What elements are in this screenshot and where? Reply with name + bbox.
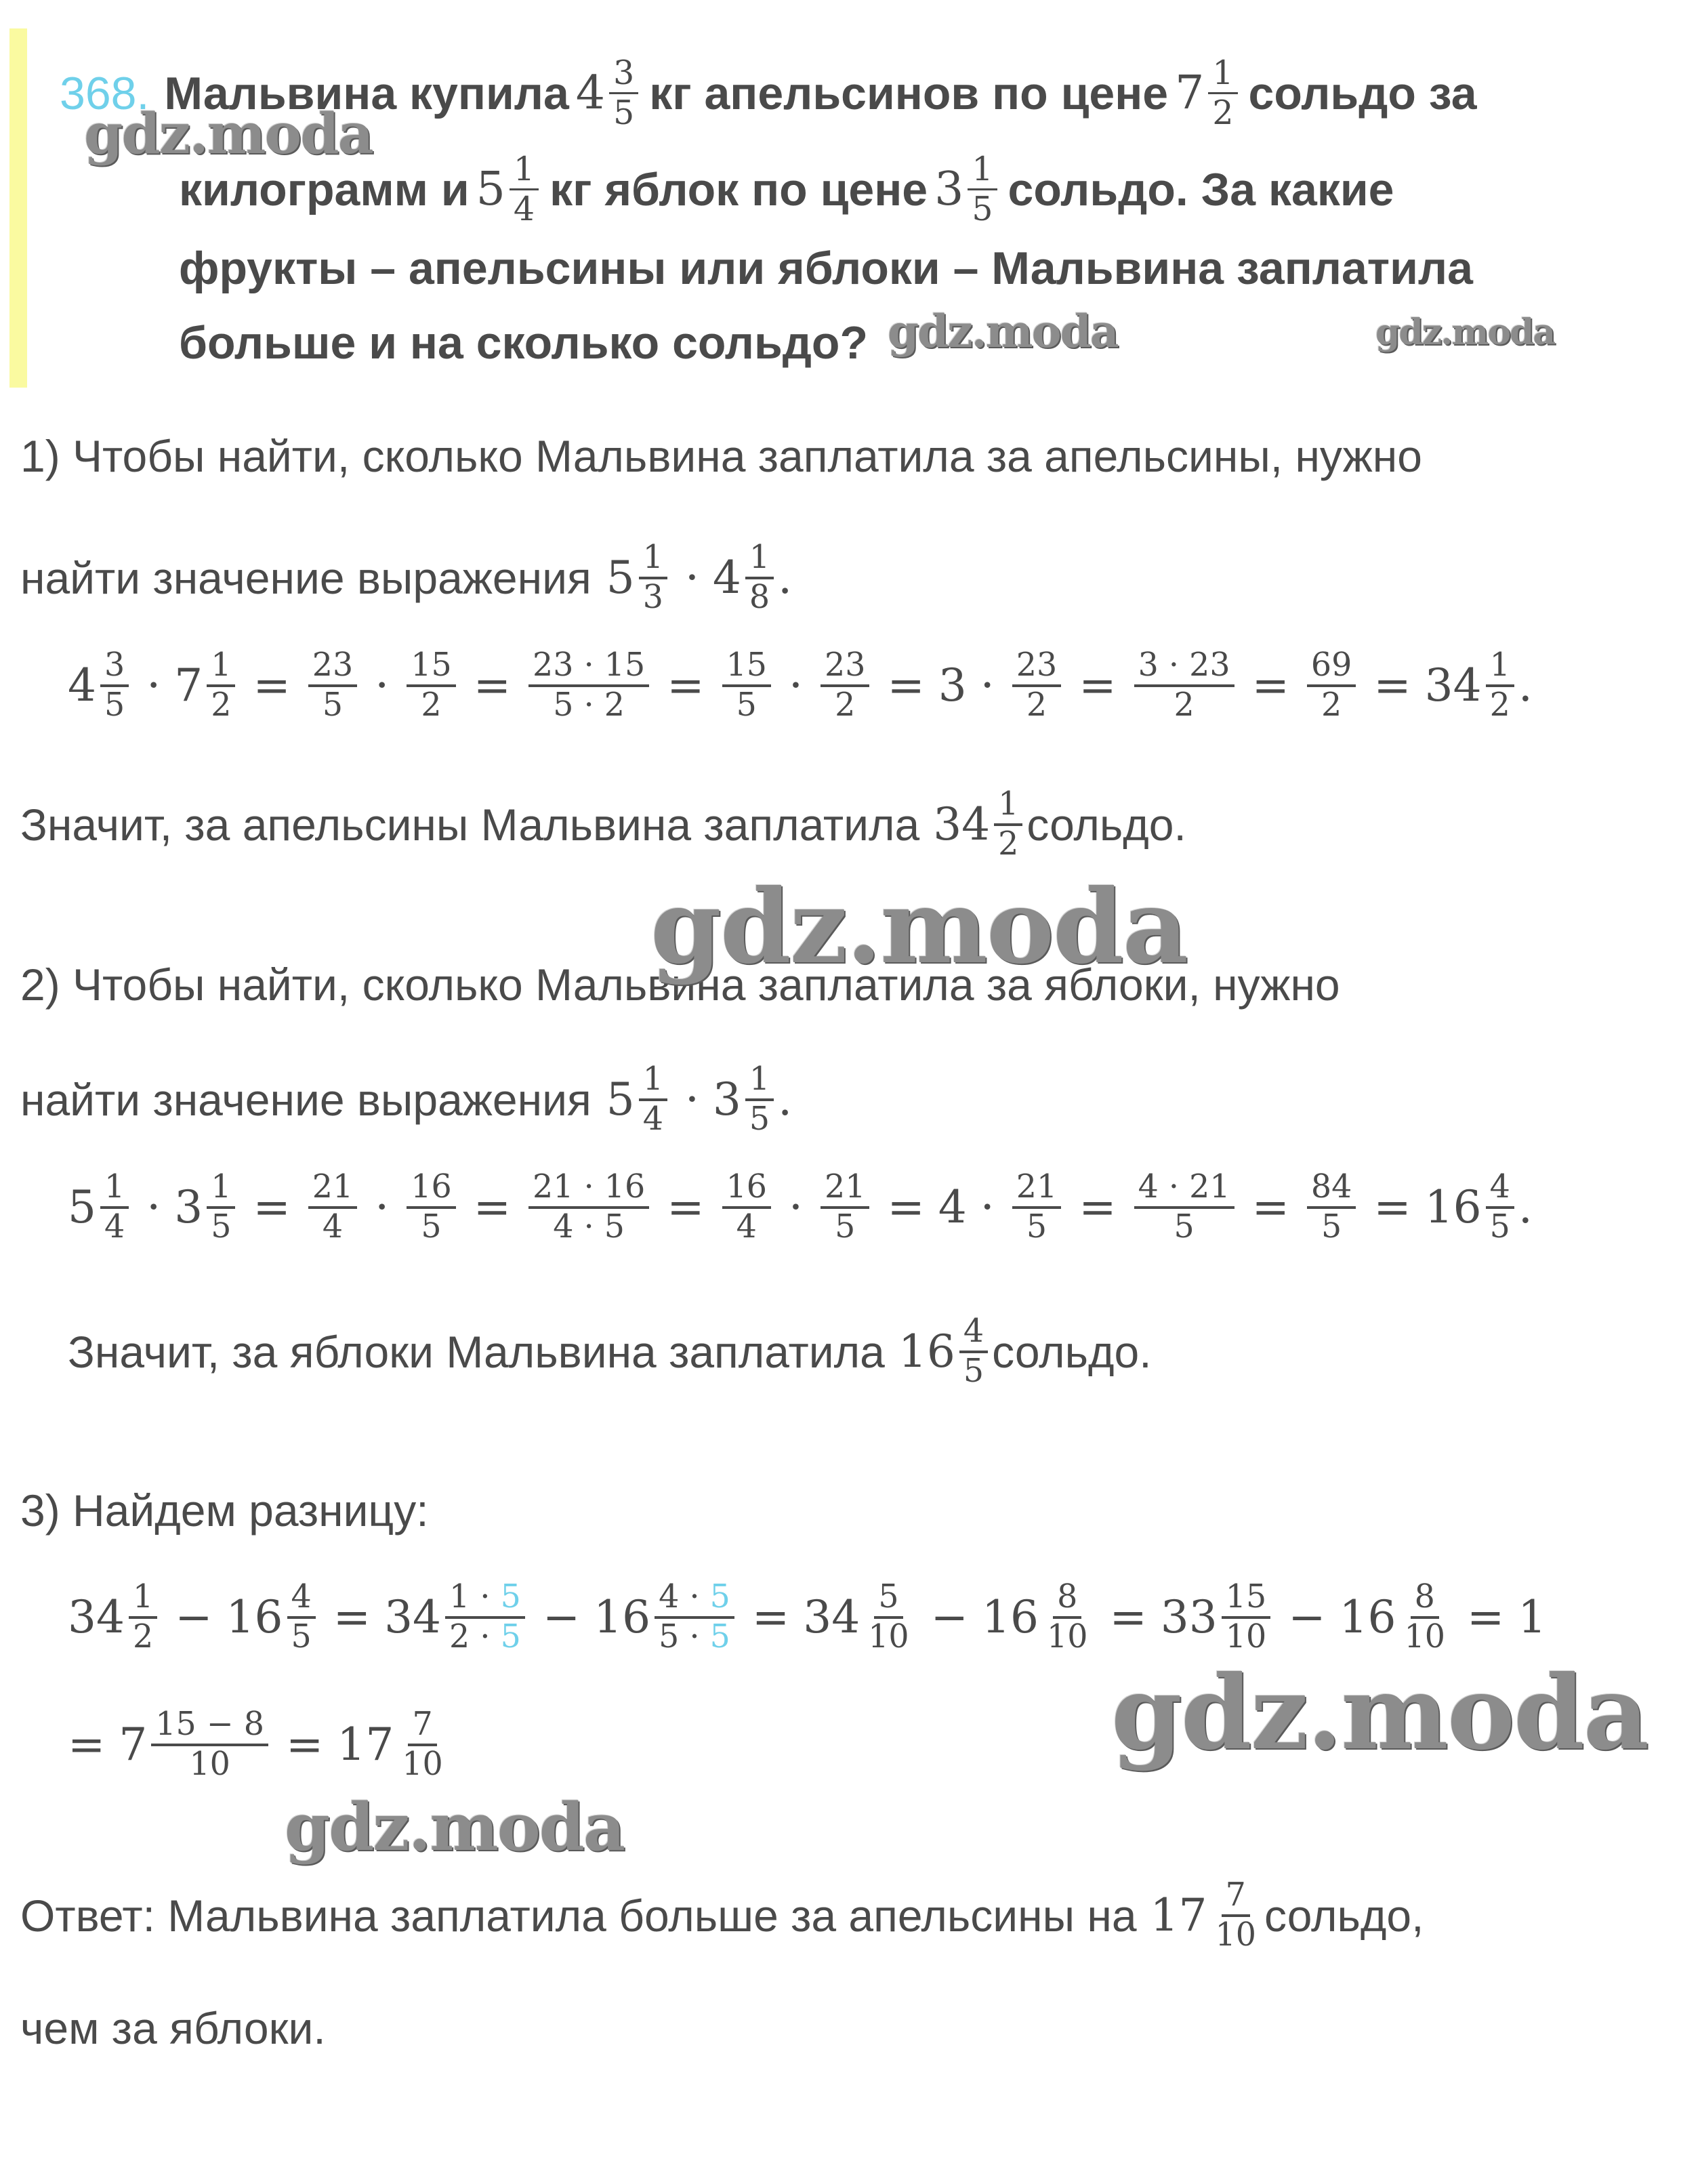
task-number: 368. [60, 67, 150, 119]
task-line-3: фрукты – апельсины или яблоки – Мальвина заплатила [179, 243, 1473, 294]
step3-calculation-2: = 7 $\frac{15 - 8}{10}$ = 17 $\frac{7}{10}$ [68, 1706, 443, 1783]
answer-line-2: чем за яблоки. [20, 2003, 326, 2053]
step2-text-2: найти значение выражения 5 $\frac{1}{4}$ · 3 $\frac{1}{5}$ . [20, 1060, 793, 1138]
mixed-fraction: 4 $\frac{3}{5}$ [576, 54, 642, 133]
step3-calculation-1: 34 $\frac{1}{2}$ − 16 $\frac{4}{5}$ = 34 $\frac{1 \cdot 5}{2 \cdot 5}$ − 16 $\frac{4 \cdot 5}{5 \cdot 5}$ = 34 $\frac{5}{10}$ − 16 $\frac{8}{10}$ = 33 $\frac{15}{10}$ − 16 $\frac{8}{10}$ = 1 [68, 1578, 1547, 1655]
step2-text-1: 2) Чтобы найти, сколько Мальвина заплатила за яблоки, нужно [20, 960, 1340, 1010]
task-text: Мальвина купила [164, 67, 569, 119]
step2-calculation: 5 $\frac{1}{4}$ · 3 $\frac{1}{5}$ = $\frac{21}{4}$ · $\frac{16}{5}$ = $\frac{21 \cdot 16}{4 \cdot 5}$ = $\frac{16}{4}$ · $\frac{21}{5}$ = 4 · $\frac{21}{5}$ = $\frac{4 \cdot 21}{5}$ = $\frac{84}{5}$ = 16 $\frac{4}{5}$ . [68, 1168, 1533, 1245]
task-text: кг апельсинов по цене [649, 67, 1169, 119]
answer-line-1: Ответ: Мальвина заплатила больше за апельсины на 17 $\frac{7}{10}$ сольдо, [20, 1876, 1424, 1954]
watermark: gdz.moda [650, 867, 1188, 987]
mixed-fraction: 5 $\frac{1}{4}$ [476, 150, 543, 229]
task-line-4: больше и на сколько сольдо? [179, 317, 868, 369]
step2-conclusion: Значит, за яблоки Мальвина заплатила 16 $\frac{4}{5}$ сольдо. [68, 1313, 1152, 1390]
step3-text: 3) Найдем разницу: [20, 1485, 429, 1536]
mixed-fraction: 7 $\frac{1}{2}$ [1175, 54, 1241, 133]
watermark: gdz.moda [888, 305, 1118, 358]
step1-calculation: 4 $\frac{3}{5}$ · 7 $\frac{1}{2}$ = $\frac{23}{5}$ · $\frac{15}{2}$ = $\frac{23 \cdot 15}{5 \cdot 2}$ = $\frac{15}{5}$ · $\frac{23}{2}$ = 3 · $\frac{23}{2}$ = $\frac{3 \cdot 23}{2}$ = $\frac{69}{2}$ = 34 $\frac{1}{2}$ . [68, 646, 1533, 724]
step1-text-1: 1) Чтобы найти, сколько Мальвина заплатила за апельсины, нужно [20, 431, 1422, 481]
watermark: gdz.moda [1375, 312, 1555, 353]
task-text: сольдо за [1248, 67, 1477, 119]
task-text: килограмм и [179, 163, 470, 215]
step1-conclusion: Значит, за апельсины Мальвина заплатила 34 $\frac{1}{2}$ сольдо. [20, 785, 1186, 863]
watermark: gdz.moda [1111, 1653, 1648, 1773]
task-text: кг яблок по цене [549, 163, 928, 215]
watermark: gdz.moda [84, 102, 373, 167]
watermark: gdz.moda [285, 1789, 625, 1866]
step1-text-2: найти значение выражения 5 $\frac{1}{3}$ · 4 $\frac{1}{8}$ . [20, 539, 793, 616]
task-text: сольдо. За какие [1008, 163, 1394, 215]
mixed-fraction: 3 $\frac{1}{5}$ [934, 150, 1001, 229]
highlight-bar [9, 28, 27, 388]
